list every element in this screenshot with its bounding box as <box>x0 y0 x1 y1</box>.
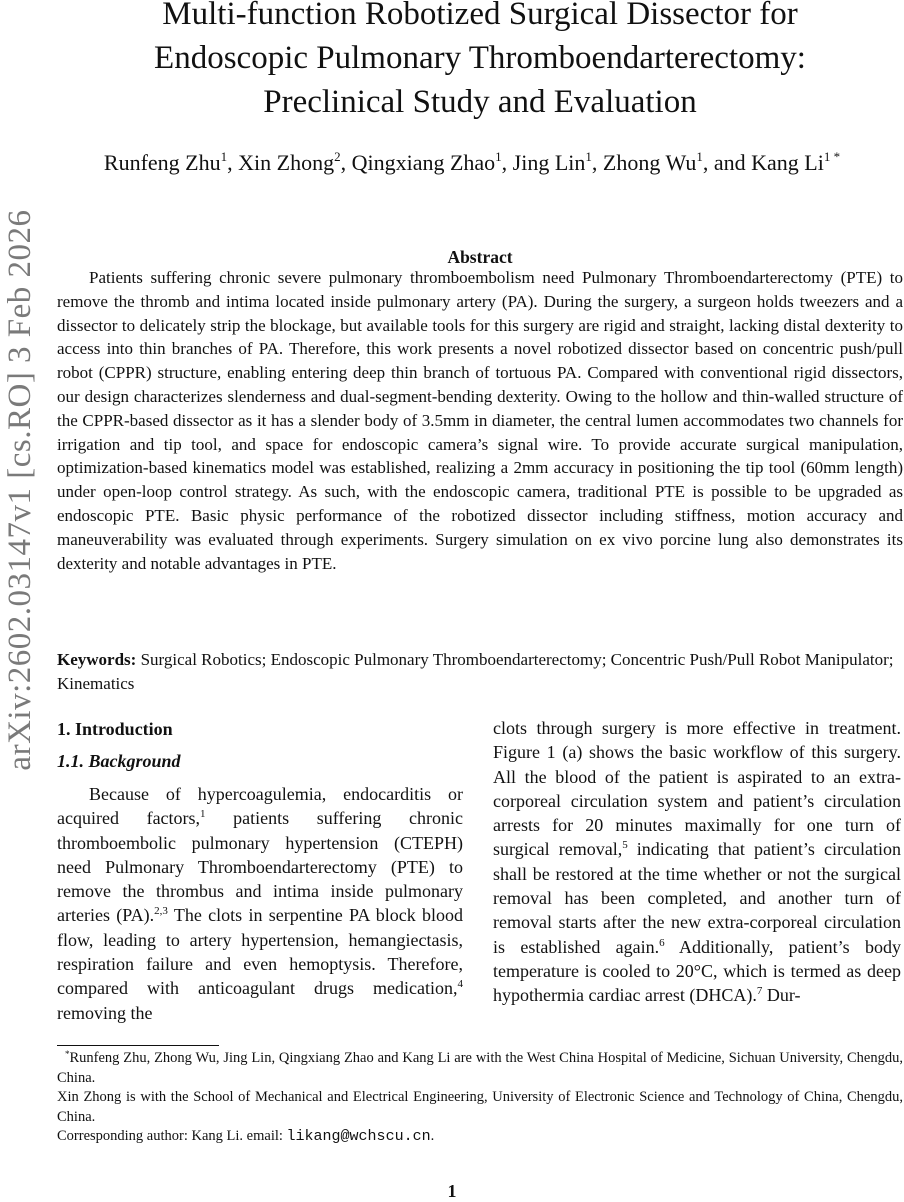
section-heading-introduction: 1. Introduction <box>57 719 173 739</box>
author-list <box>40 148 904 178</box>
affiliation-mark: 1 <box>696 149 703 164</box>
intro-paragraph-left: Because of hypercoagulemia, endocarditis or acquired factors,$^1$ patients suffering chronic thromboembolic pulmonary hypertension (CTEPH) need Pulmonary Thromboendarterectomy (PTE) to remove the thrombus and intima inside pulmonary arteries (PA).$^{2,3}$ The clots in serpentine PA block blood flow, leading to artery hypertension, hemangiectasis, respiration failure and even hemoptysis. Therefore, compared with anticoagulant drugs medication,$^4$ removing the <box>57 784 464 1023</box>
subsection-heading-background: 1.1. Background <box>57 751 181 771</box>
title-line-2: Endoscopic Pulmonary Thromboendarterectomy: <box>154 40 806 76</box>
author: Qingxiang Zhao$^1$, <box>351 149 513 175</box>
email-link[interactable]: likang@wchscu.cn <box>286 1128 431 1146</box>
affiliation-mark: 1 <box>220 149 228 164</box>
abstract-text: Patients suffering chronic severe pulmonary thromboembolism need Pulmonary Thromboendarterectomy (PTE) to remove the thromb and intima located inside pulmonary artery (PA). During the surgery, a surgeon holds tweezers and a dissector to delicately strip the blockage, but available tools for this surgery are rigid and straight, lacking distal dexterity to access into thin branches of PA. Therefore, this work presents a novel robotized dissector based on concentric push/pull robot (CPPR) structure, enabling entering deep thin branch of tortuous PA. Compared with conventional rigid dissectors, our design characterizes slenderness and dual-segment-bending dexterity. Owing to the hollow and thin-walled structure of the CPPR-based dissector as it has a slender body of 3.5mm in diameter, the central lumen accommodates two channels for irrigation and tip tool, and space for endoscopic camera’s signal wire. To provide accurate surgical manipulation, optimization-based kinematics model was established, realizing a 2mm accuracy in positioning the tip tool (60mm length) under open-loop control strategy. As such, with the endoscopic camera, traditional PTE is possible to be upgraded as endoscopic PTE. Basic physic performance of the robotized dissector including stiffness, motion accuracy and maneuverability was evaluated through experiments. Surgery simulation on ex vivo porcine lung also demonstrates its dexterity and notable advantages in PTE. <box>57 268 903 573</box>
abstract-heading: Abstract <box>447 247 513 267</box>
author: Runfeng Zhu$^1$, <box>103 149 239 175</box>
affiliation-mark: 1 * <box>823 149 841 164</box>
left-column <box>57 716 463 1025</box>
affiliation-mark: 1 <box>585 149 592 164</box>
affiliation-mark: 1 <box>495 149 502 164</box>
author: Kang $Li^{1 *}$ <box>751 149 841 175</box>
footnotes <box>57 1049 903 1147</box>
intro-paragraph-right: clots through surgery is more effective in treatment. Figure 1 (a) shows the basic workflow of this surgery. All the blood of the patient is aspirated to an extra-corporeal circulation system and patient’s circulation arrests for 20 minutes maximally for one turn of surgical removal,$^5$ indicating that patient’s circulation shall be restored at the time whether or not the surgical removal has been completed, and another turn of removal starts after the new extra-corporeal circulation is established again.$^6$ Additionally, patient’s body temperature is cooled to 20°C, which is termed as deep hypothermia cardiac arrest (DHCA).$^7$ Dur- <box>493 718 901 1006</box>
citation-ref[interactable]: 5 <box>622 839 628 852</box>
author: Xin Zhong$^2$, <box>238 149 352 175</box>
citation-ref[interactable]: 1 <box>200 808 206 821</box>
right-column <box>493 716 901 1008</box>
citation-ref[interactable]: 2,3 <box>154 905 168 918</box>
author: Zhong Wu$^1$, and <box>602 149 752 175</box>
footnote-affiliation-2: Xin Zhong is with the School of Mechanical and Electrical Engineering, University of Electronic Science and Technology of China, Chengdu, China. <box>57 1089 903 1125</box>
keywords <box>57 648 903 696</box>
footnote-corresponding-author: Corresponding author: Kang Li. email: likang@wchscu.cn. <box>57 1128 435 1146</box>
citation-ref[interactable]: 6 <box>659 936 665 949</box>
paper-title <box>60 0 900 124</box>
affiliation-mark: 2 <box>334 149 341 164</box>
title-line-3: Preclinical Study and Evaluation <box>263 84 697 120</box>
arxiv-side-identifier: arXiv:2602.03147v1 [cs.RO] 3 Feb 2026 <box>2 209 38 771</box>
citation-ref[interactable]: 7 <box>756 985 763 998</box>
page-number: 1 <box>447 1181 457 1201</box>
citation-ref[interactable]: 4 <box>457 978 463 991</box>
keywords-label: Keywords: <box>57 650 137 669</box>
title-line-1: Multi-function Robotized Surgical Dissector for <box>162 0 798 32</box>
author: Jing Lin$^1$, <box>512 149 603 175</box>
footnote-mark: * <box>65 1049 70 1059</box>
footnote-affiliation-1: *Runfeng Zhu, Zhong Wu, Jing Lin, Qingxiang Zhao and Kang Li are with the West China Hospital of Medicine, Sichuan University, Chengdu, China. <box>57 1049 903 1086</box>
footnote-divider <box>57 1045 219 1046</box>
keywords-text: Surgical Robotics; Endoscopic Pulmonary Thromboendarterectomy; Concentric Push/Pull Robot Manipulator; Kinematics <box>57 650 894 693</box>
